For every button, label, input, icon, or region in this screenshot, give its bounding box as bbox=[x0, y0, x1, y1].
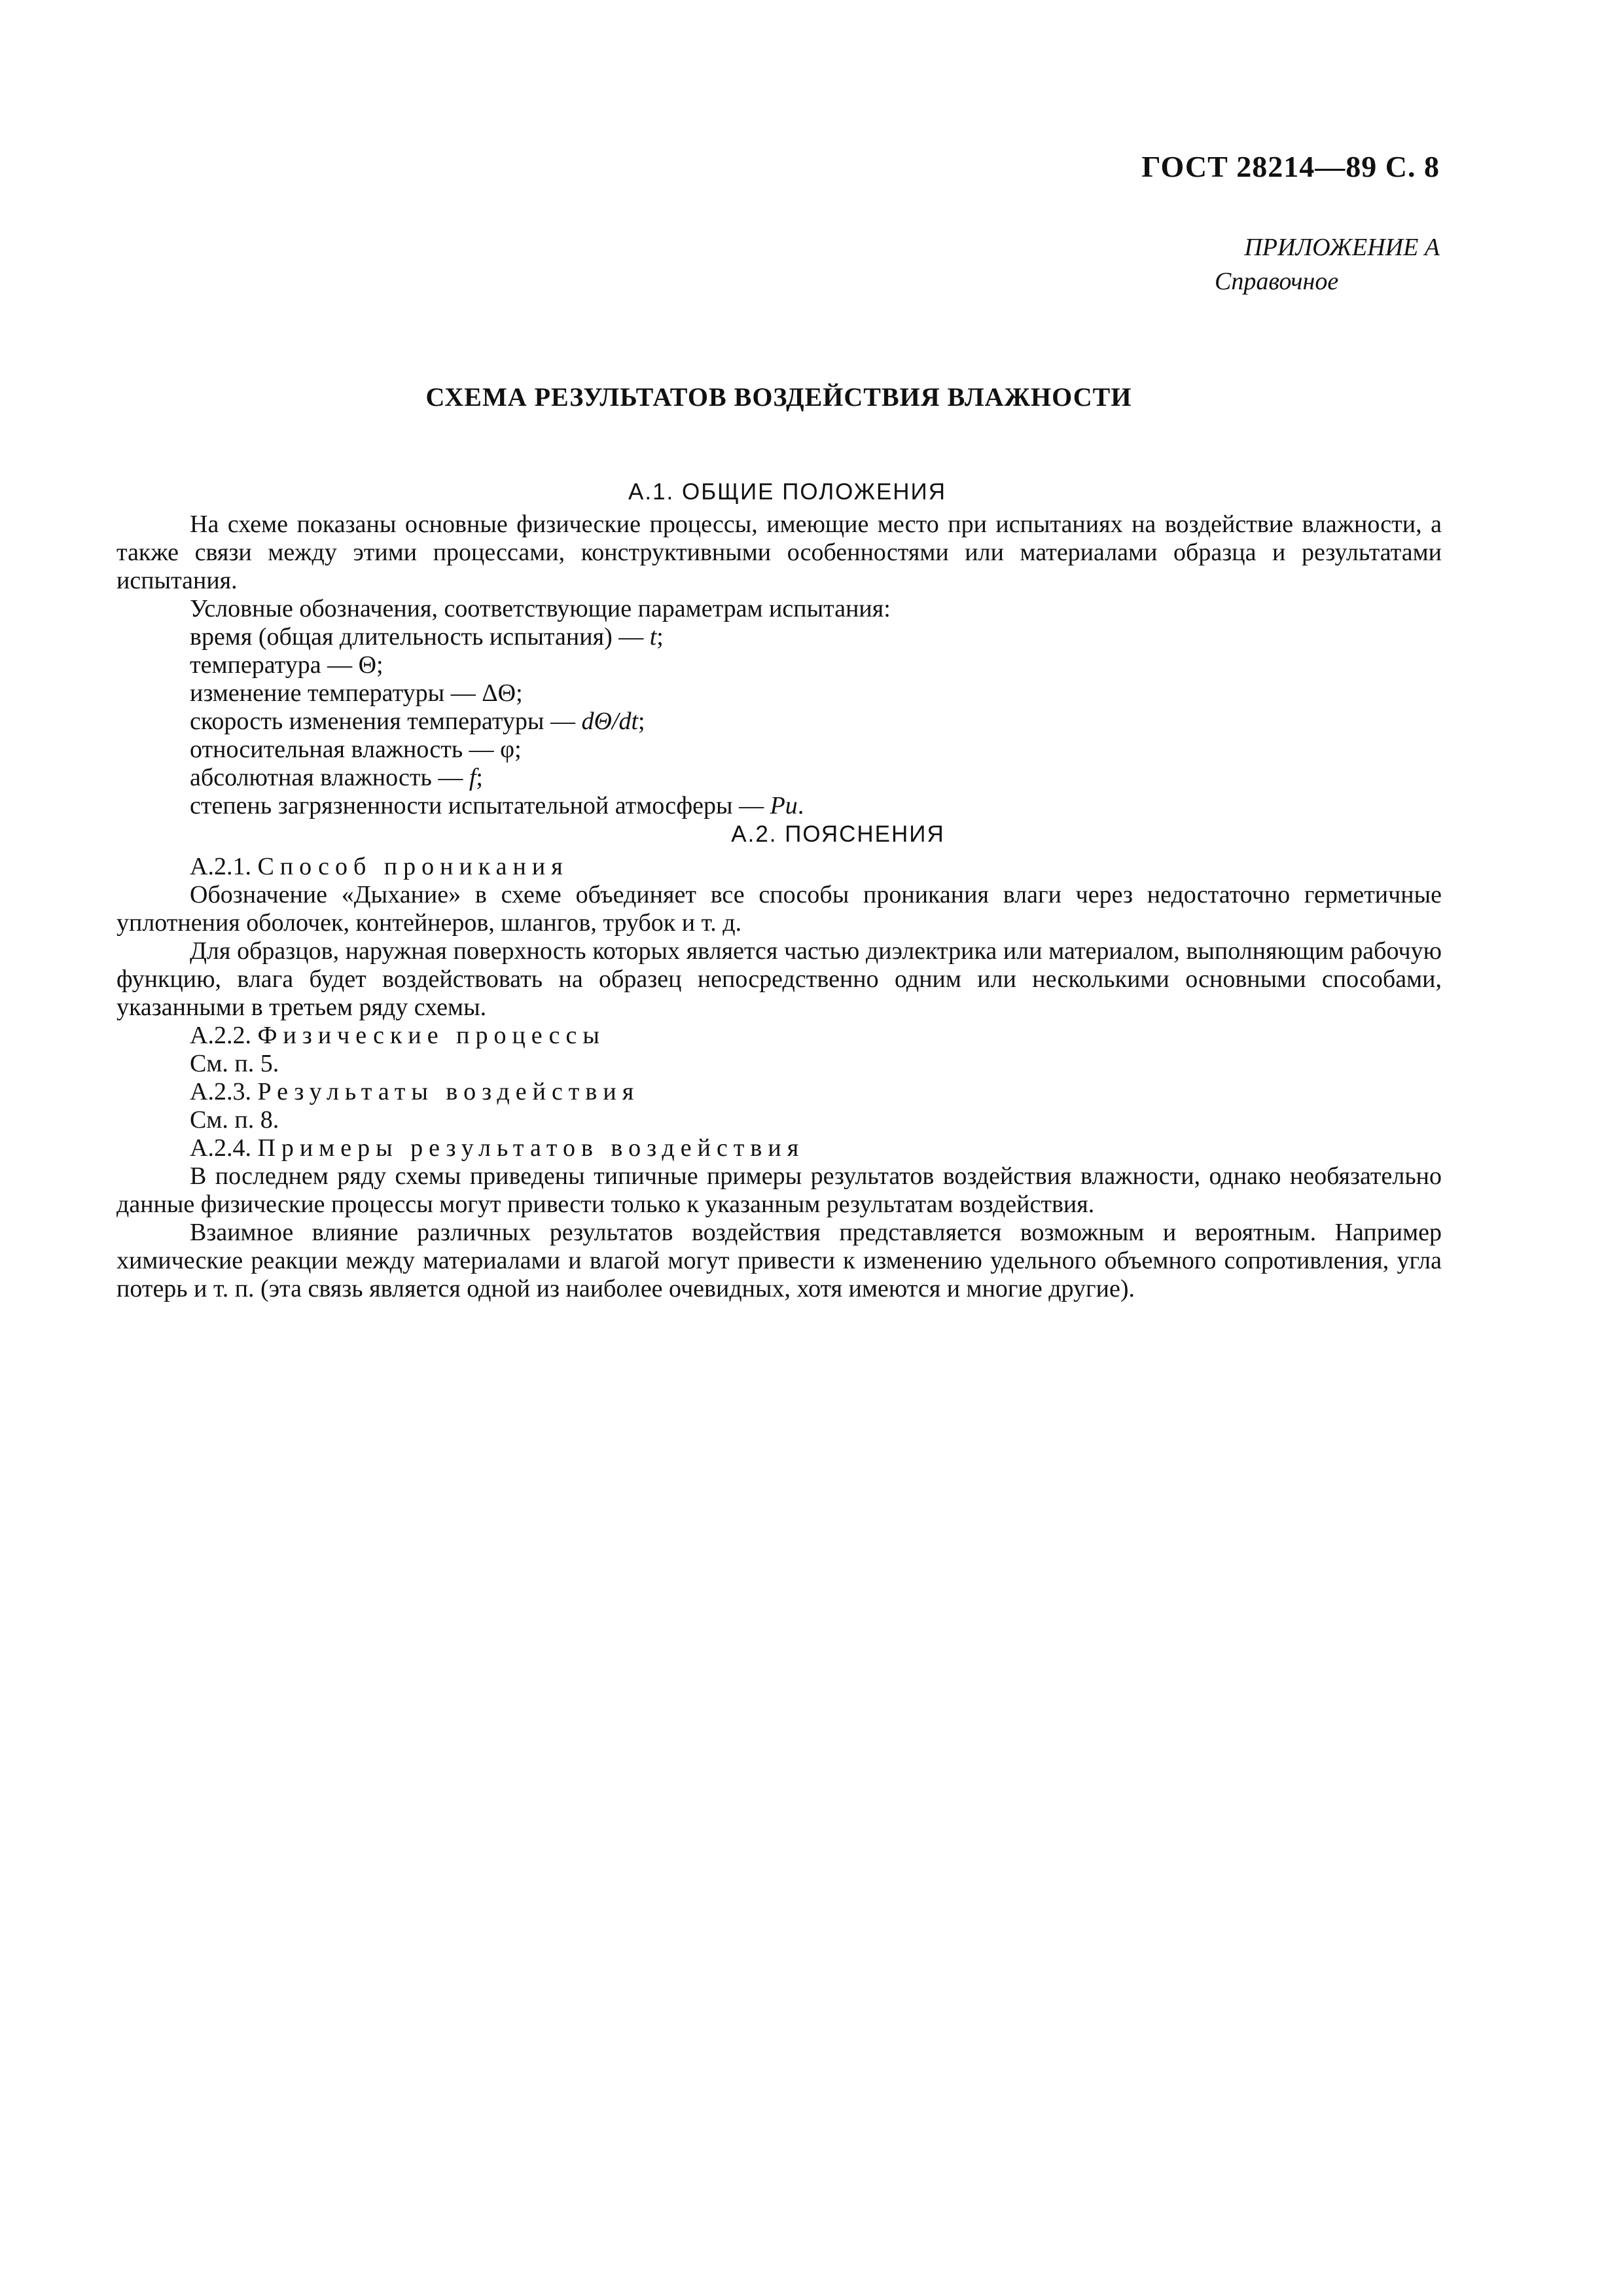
symbol-item: изменение температуры — ΔΘ; bbox=[190, 679, 523, 707]
symbols-list bbox=[116, 623, 1442, 820]
appendix-label-block bbox=[1178, 230, 1440, 298]
page-header: ГОСТ 28214—89 С. 8 bbox=[1141, 150, 1440, 183]
subsection-a21-heading bbox=[116, 853, 1442, 881]
symbol-value: f bbox=[469, 764, 476, 791]
appendix-label: ПРИЛОЖЕНИЕ А bbox=[1244, 234, 1440, 261]
section-a2-heading: А.2. ПОЯСНЕНИЯ bbox=[731, 821, 945, 847]
subsection-a24-heading bbox=[116, 1134, 1442, 1162]
subsection-title: Примеры результатов воздействия bbox=[257, 1134, 805, 1162]
subsection-a21-para-1: Обозначение «Дыхание» в схеме объединяет все способы проникания влаги через недостаточно герметичные уплотнения оболочек, контейнеров, шлангов, трубок и т. д. bbox=[116, 881, 1442, 937]
subsection-a23-ref: См. п. 8. bbox=[190, 1106, 279, 1134]
subsection-number: А.2.3. bbox=[190, 1078, 251, 1105]
subsection-a23-heading bbox=[116, 1078, 1442, 1106]
symbol-value: ΔΘ bbox=[482, 679, 516, 707]
symbol-value: Pu bbox=[770, 792, 798, 819]
subsection-number: А.2.1. bbox=[190, 853, 251, 880]
symbols-intro: Условные обозначения, соответствующие параметрам испытания: bbox=[190, 595, 891, 622]
appendix-kind: Справочное bbox=[1215, 268, 1339, 295]
subsection-a24-para-1: В последнем ряду схемы приведены типичные примеры результатов воздействия влажности, однако необязательно данные физические процессы могут привести только к указанным результатам воздействия. bbox=[116, 1162, 1442, 1218]
subsection-number: А.2.4. bbox=[190, 1134, 251, 1162]
symbol-value: Θ bbox=[358, 651, 377, 679]
document-title: СХЕМА РЕЗУЛЬТАТОВ ВОЗДЕЙСТВИЯ ВЛАЖНОСТИ bbox=[425, 382, 1132, 412]
symbol-value: t bbox=[649, 623, 657, 651]
symbol-item: температура — Θ; bbox=[190, 651, 383, 679]
symbol-item: абсолютная влажность — f; bbox=[190, 764, 483, 791]
symbol-item: время (общая длительность испытания) — t; bbox=[190, 623, 664, 651]
symbol-value: φ bbox=[500, 736, 515, 763]
section-a1-heading: А.1. ОБЩИЕ ПОЛОЖЕНИЯ bbox=[628, 479, 946, 505]
symbol-item: степень загрязненности испытательной атмосферы — Pu. bbox=[190, 792, 804, 819]
subsection-a21-para-2: Для образцов, наружная поверхность которых является частью диэлектрика или материалом, выполняющим рабочую функцию, влага будет воздействовать на образец непосредственно одним или несколькими основными способами, указанными в третьем ряду схемы. bbox=[116, 937, 1442, 1021]
document-body bbox=[116, 478, 1442, 1303]
subsection-title: Результаты воздействия bbox=[257, 1078, 640, 1105]
subsection-number: А.2.2. bbox=[190, 1022, 251, 1049]
subsection-a22-ref: См. п. 5. bbox=[190, 1050, 279, 1077]
subsection-title: Способ проникания bbox=[257, 853, 569, 880]
subsection-a22-heading bbox=[116, 1022, 1442, 1050]
subsection-title: Физические процессы bbox=[257, 1022, 605, 1049]
symbol-value: dΘ/dt bbox=[581, 708, 639, 735]
section-a1-intro: На схеме показаны основные физические процессы, имеющие место при испытаниях на воздействие влажности, а также связи между этими процессами, конструктивными особенностями или материалами образца и результатами испытания. bbox=[116, 511, 1442, 594]
symbol-item: относительная влажность — φ; bbox=[190, 736, 522, 763]
subsection-a24-para-2: Взаимное влияние различных результатов воздействия представляется возможным и вероятным. Например химические реакции между материалами и влагой могут привести к изменению удельного объемного сопротивления, угла потерь и т. п. (эта связь является одной из наиболее очевидных, хотя имеются и многие другие). bbox=[116, 1219, 1442, 1302]
symbol-item: скорость изменения температуры — dΘ/dt; bbox=[190, 708, 645, 735]
